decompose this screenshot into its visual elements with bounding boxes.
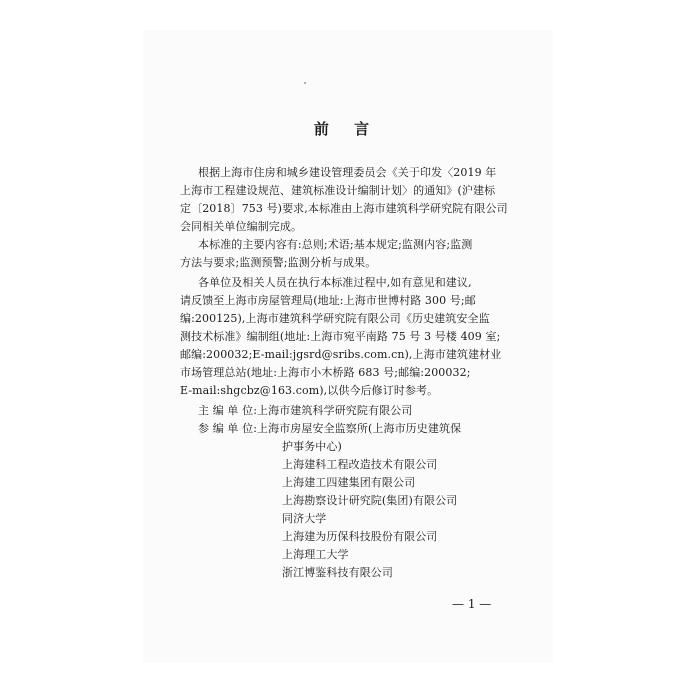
page-number: — 1 — (452, 597, 492, 611)
text-line: 本标准的主要内容有:总则;术语;基本规定;监测内容;监测 (198, 238, 473, 251)
participant-item: 上海建工四建集团有限公司 (282, 476, 416, 489)
participant-item: 上海建科工程改造技术有限公司 (282, 458, 438, 471)
participant-item: 上海理工大学 (282, 548, 349, 561)
text-line: 定〔2018〕753 号)要求,本标准由上海市建筑科学研究院有限公司 (180, 202, 508, 215)
participant-item: 浙江博鉴科技有限公司 (282, 566, 393, 579)
participant-line: 参 编 单 位:上海市房屋安全监察所(上海市历史建筑保 (198, 422, 462, 435)
text-line: 会同相关单位编制完成。 (180, 220, 303, 233)
text-line: 编:200125),上海市建筑科学研究院有限公司《历史建筑安全监 (180, 312, 490, 325)
text-line: 邮编:200032;E-mail:jgsrd@sribs.com.cn),上海市建筑建材业 (180, 348, 502, 361)
text-line: 市场管理总站(地址:上海市小木桥路 683 号;邮编:200032; (180, 366, 471, 379)
section-title: 前 言 (313, 120, 380, 138)
text-line: E-mail:shgcbz@163.com),以供今后修订时参考。 (180, 384, 439, 397)
text-line: 各单位及相关人员在执行本标准过程中,如有意见和建议, (198, 276, 472, 289)
text-line: 请反馈至上海市房屋管理局(地址:上海市世博村路 300 号;邮 (180, 294, 476, 307)
text-line: 上海市工程建设规范、建筑标准设计编制计划〉的通知》(沪建标 (180, 184, 496, 197)
participant-item: 上海建为历保科技股份有限公司 (282, 530, 438, 543)
text-line: 测技术标准》编制组(地址:上海市宛平南路 75 号 3 号楼 409 室; (180, 330, 501, 343)
participant-item: 上海勘察设计研究院(集团)有限公司 (282, 494, 458, 507)
participant-item: 护事务中心) (282, 440, 342, 453)
chief-editor-line: 主 编 单 位:上海市建筑科学研究院有限公司 (198, 404, 413, 417)
page-speck (304, 82, 306, 84)
text-line: 根据上海市住房和城乡建设管理委员会《关于印发〈2019 年 (198, 166, 497, 179)
text-line: 方法与要求;监测预警;监测分析与成果。 (180, 256, 377, 269)
participant-item: 同济大学 (282, 512, 327, 525)
